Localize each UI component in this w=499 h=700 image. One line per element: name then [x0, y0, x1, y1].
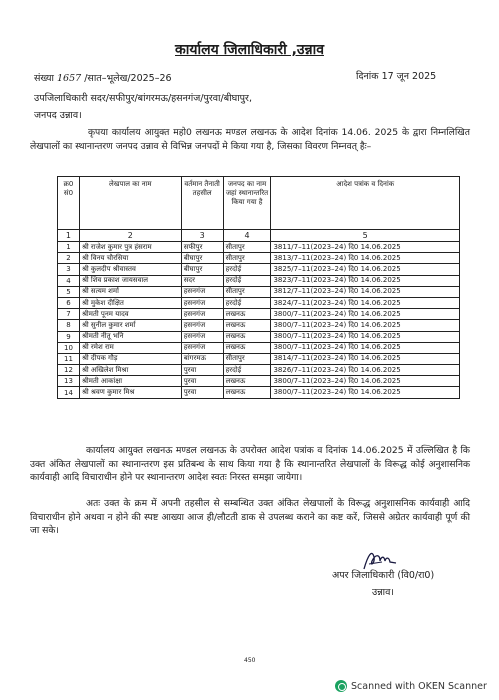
cell-serial: 7	[58, 309, 80, 320]
intro-text: कृपया कार्यालय आयुक्त महो0 लखनऊ मण्डल लखनऊ के आदेश दिनांक 14.06. 2025 के द्वारा निम्नलिखित लेखपालों का स्थानान्तरण जनपद उन्नाव से विभिन्न जनपदों मे किया गया है, जिसका विवरण निम्नवत् हैः–	[30, 127, 470, 153]
cell-tehsil: हसनगंज	[181, 286, 223, 297]
cell-name: श्री श्रवण कुमार मिश्र	[79, 387, 181, 398]
cell-serial: 2	[58, 253, 80, 264]
cell-district: सीतापुर	[223, 286, 271, 297]
issue-date	[356, 69, 436, 82]
cell-order: 3811/7–11(2023–24) दि0 14.06.2025	[271, 242, 460, 253]
table-row	[58, 264, 460, 275]
table-row	[58, 387, 460, 398]
table-row	[58, 331, 460, 342]
date-label: दिनांक	[356, 71, 379, 82]
cell-order: 3812/7–11(2023–24) दि0 14.06.2025	[271, 286, 460, 297]
cell-order: 3800/7–11(2023–24) दि0 14.06.2025	[271, 376, 460, 387]
cell-name: श्री रमेश राम	[79, 342, 181, 353]
cell-district: हरदोई	[223, 264, 271, 275]
condition-text: कार्यालय आयुक्त लखनऊ मण्डल लखनऊ के उपरोक्त आदेश पत्रांक व दिनांक 14.06.2025 में उल्लिखित है कि उक्त अंकित लेखपालों का स्थानान्तरण इस प्रतिबन्ध के साथ किया गया है कि स्थानान्तरित लेखपालों के विरूद्ध कोई अनुशासनिक कार्यवाही आदि विचाराधीन होने पर स्थानान्तरण आदेश स्वतः निरस्त समझा जायेगा।	[30, 445, 470, 484]
cell-name: श्री सुनील कुमार शर्मा	[79, 320, 181, 331]
cell-name: श्री विनय चौरसिया	[79, 253, 181, 264]
cell-tehsil: हसनगंज	[181, 342, 223, 353]
cell-serial: 4	[58, 275, 80, 286]
cell-serial: 13	[58, 376, 80, 387]
scanner-watermark	[335, 679, 487, 693]
cell-tehsil: पुरवा	[181, 376, 223, 387]
table-row	[58, 253, 460, 264]
cell-order: 3814/7–11(2023–24) दि0 14.06.2025	[271, 353, 460, 364]
scanner-text: Scanned with OKEN Scanner	[351, 680, 487, 692]
cell-district: लखनऊ	[223, 331, 271, 342]
cell-order: 3800/7–11(2023–24) दि0 14.06.2025	[271, 387, 460, 398]
cell-tehsil: बीघापुर	[181, 264, 223, 275]
cell-serial: 11	[58, 353, 80, 364]
cell-serial: 5	[58, 286, 80, 297]
cell-name: श्रीमती नीतू भनि	[79, 331, 181, 342]
request-paragraph	[30, 497, 470, 538]
transfer-table	[57, 176, 460, 399]
table-row	[58, 242, 460, 253]
cell-serial: 1	[58, 242, 80, 253]
table-row	[58, 297, 460, 308]
request-text: अतः उक्त के क्रम में अपनी तहसील से सम्बन्धित उक्त अंकित लेखपालों के विरूद्ध अनुशासनिक कार्यवाही आदि विचाराधीन होने अथवा न होने की स्पष्ट आख्या आज ही/लौटती डाक से उपलब्ध कराने का कष्ट करें, जिससे अग्रेतर कार्यवाही पूर्ण की जा सके।	[30, 498, 470, 537]
column-number: 2	[79, 230, 181, 242]
cell-district: लखनऊ	[223, 376, 271, 387]
cell-serial: 3	[58, 264, 80, 275]
cell-serial: 10	[58, 342, 80, 353]
table-row	[58, 275, 460, 286]
cell-district: सीतापुर	[223, 353, 271, 364]
reference-no: 1657	[56, 73, 82, 84]
cell-name: श्री दीपक गौड़	[79, 353, 181, 364]
header-name: लेखपाल का नाम	[79, 177, 181, 230]
cell-serial: 9	[58, 331, 80, 342]
table-body	[58, 242, 460, 399]
cell-order: 3800/7–11(2023–24) दि0 14.06.2025	[271, 320, 460, 331]
cell-name: श्री शिव प्रकाश जायसवाल	[79, 275, 181, 286]
cell-tehsil: पुरवा	[181, 365, 223, 376]
cell-order: 3800/7–11(2023–24) दि0 14.06.2025	[271, 331, 460, 342]
cell-tehsil: बांगरमऊ	[181, 353, 223, 364]
cell-district: लखनऊ	[223, 342, 271, 353]
table-row	[58, 309, 460, 320]
table-row	[58, 342, 460, 353]
intro-paragraph	[30, 126, 470, 154]
cell-tehsil: सदर	[181, 275, 223, 286]
cell-district: सीतापुर	[223, 253, 271, 264]
cell-serial: 8	[58, 320, 80, 331]
cell-name: श्री सत्यम शर्मा	[79, 286, 181, 297]
header-tehsil: वर्तमान तैनाती तहसील	[181, 177, 223, 230]
addressee-line-2: जनपद उन्नाव।	[34, 110, 82, 121]
table-row	[58, 365, 460, 376]
table-header-row	[58, 177, 460, 230]
signatory-place: उन्नाव।	[372, 587, 394, 598]
cell-order: 3800/7–11(2023–24) दि0 14.06.2025	[271, 309, 460, 320]
reference-label: संख्या	[34, 73, 54, 84]
cell-order: 3800/7–11(2023–24) दि0 14.06.2025	[271, 342, 460, 353]
cell-order: 3823/7–11(2023–24) दि0 14.06.2025	[271, 275, 460, 286]
cell-district: हरदोई	[223, 297, 271, 308]
cell-order: 3824/7–11(2023–24) दि0 14.06.2025	[271, 297, 460, 308]
addressee-line-1: उपजिलाधिकारी सदर/सफीपुर/बांगरमऊ/हसनगंज/पुरवा/बीघापुर,	[34, 93, 252, 104]
cell-tehsil: हसनगंज	[181, 297, 223, 308]
signatory-designation: अपर जिलाधिकारी (वि0/रा0)	[332, 570, 435, 581]
reference-number	[34, 71, 172, 84]
date-value: 17 जून 2025	[381, 71, 437, 82]
cell-district: सीतापुर	[223, 242, 271, 253]
header-order: आदेश पत्रांक व दिनांक	[271, 177, 460, 230]
cell-serial: 6	[58, 297, 80, 308]
cell-name: श्री राजेश कुमार पुत्र हंसराम	[79, 242, 181, 253]
table-row	[58, 286, 460, 297]
reference-rest: /सात–भूलेख/2025–26	[84, 73, 172, 84]
office-title: कार्यालय जिलाधिकारी ,उन्नाव	[175, 42, 324, 58]
column-number: 3	[181, 230, 223, 242]
column-number: 1	[58, 230, 80, 242]
table-row	[58, 320, 460, 331]
cell-name: श्रीमती पूनम यादव	[79, 309, 181, 320]
cell-name: श्री कुलदीप श्रीवास्तव	[79, 264, 181, 275]
condition-paragraph	[30, 444, 470, 485]
cell-district: लखनऊ	[223, 320, 271, 331]
cell-tehsil: हसनगंज	[181, 320, 223, 331]
header-district: जनपद का नाम जहां स्थानान्तरित किया गया है	[223, 177, 271, 230]
table-row	[58, 353, 460, 364]
cell-name: श्री मुकेश दीक्षित	[79, 297, 181, 308]
cell-tehsil: पुरवा	[181, 387, 223, 398]
cell-name: श्रीमती आकांक्षा	[79, 376, 181, 387]
cell-order: 3826/7–11(2023–24) दि0 14.06.2025	[271, 365, 460, 376]
cell-district: लखनऊ	[223, 309, 271, 320]
cell-name: श्री अखिलेश मिश्रा	[79, 365, 181, 376]
cell-district: हरदोई	[223, 275, 271, 286]
table-row	[58, 376, 460, 387]
cell-order: 3825/7–11(2023–24) दि0 14.06.2025	[271, 264, 460, 275]
cell-serial: 14	[58, 387, 80, 398]
column-number: 5	[271, 230, 460, 242]
cell-tehsil: हसनगंज	[181, 309, 223, 320]
cell-tehsil: सफीपुर	[181, 242, 223, 253]
page-number: 450	[244, 657, 256, 664]
cell-serial: 12	[58, 365, 80, 376]
scanner-logo-icon	[335, 680, 347, 692]
cell-district: लखनऊ	[223, 387, 271, 398]
column-number: 4	[223, 230, 271, 242]
cell-district: हरदोई	[223, 365, 271, 376]
column-number-row	[58, 230, 460, 242]
cell-tehsil: हसनगंज	[181, 331, 223, 342]
cell-tehsil: बीघापुर	[181, 253, 223, 264]
header-serial: क्र0 सं0	[58, 177, 80, 230]
cell-order: 3813/7–11(2023–24) दि0 14.06.2025	[271, 253, 460, 264]
